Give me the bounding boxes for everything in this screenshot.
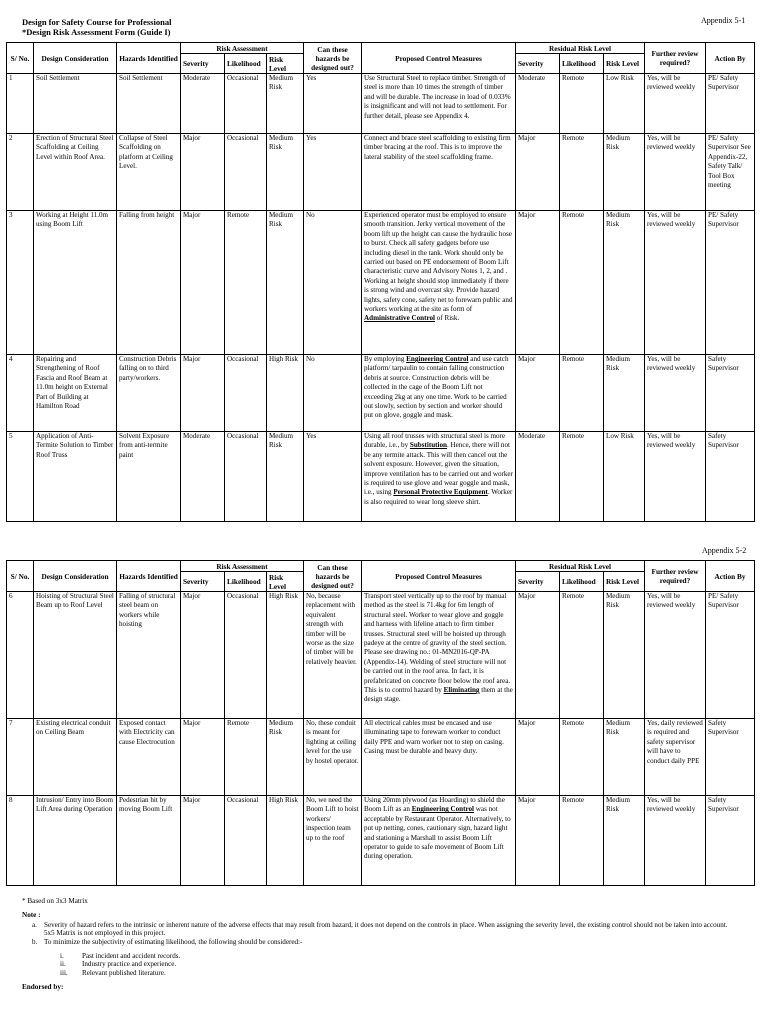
severity-cell: Major <box>181 592 225 719</box>
control-type-emphasis: Personal Protective Equipment <box>393 488 488 497</box>
design-consideration-cell: Soil Settlement <box>34 74 117 134</box>
note-item <box>32 938 732 946</box>
severity-cell: Major <box>181 211 225 355</box>
proposed-control-cell <box>362 74 516 134</box>
further-review-cell: Yes, will be reviewed weekly <box>645 432 706 522</box>
control-type-emphasis: Eliminating <box>443 686 480 695</box>
risk-table-1 <box>6 42 755 522</box>
control-type-emphasis: Engineering Control <box>411 805 475 814</box>
header-residual-risk-level: Risk Level <box>604 572 645 592</box>
control-text: Connect and brace steel scaffolding to existing firm timber bracing at the roof. This is to improve the lateral stability of the steel scaffolding frame. <box>364 134 511 161</box>
residual-likelihood-cell: Remote <box>560 211 604 355</box>
appendix-label-2: Appendix 5-2 <box>702 546 747 555</box>
proposed-control-cell <box>362 592 516 719</box>
note-item <box>32 921 732 938</box>
row-number: 3 <box>7 211 34 355</box>
subnote-marker: i. <box>60 952 64 960</box>
table-row <box>7 432 755 522</box>
header-can-design-out: Can these hazards be designed out? <box>304 43 362 74</box>
endorsed-by-label: Endorsed by: <box>22 983 64 991</box>
can-design-out-cell: No <box>304 211 362 355</box>
control-text: Using all roof trusses with structural steel is more durable, i.e., by <box>364 432 506 450</box>
control-text: . Hence, there will not be any termite attack. This will then cancel out the solvent exposure. However, given the situation, improve ventilation has to be carried out and worker is required to use glove and wear goggle and mask, i.e., using <box>364 441 513 497</box>
note-marker: a. <box>32 921 37 929</box>
likelihood-cell: Occasional <box>225 432 267 522</box>
residual-severity-cell: Moderate <box>516 432 560 522</box>
proposed-control-cell <box>362 355 516 432</box>
control-type-emphasis: Administrative Control <box>364 314 435 323</box>
row-number: 5 <box>7 432 34 522</box>
action-by-cell: PE/ Safety Supervisor <box>706 592 755 719</box>
header-risk-level: Risk Level <box>267 54 304 74</box>
header-sno: S/ No. <box>7 43 34 74</box>
design-consideration-cell: Repairing and Strengthening of Roof Fascia and Roof Beam at 11.0m height on External Part of Building at Hamilton Road <box>34 355 117 432</box>
header-hazards-identified: Hazards Identified <box>117 43 181 74</box>
design-consideration-cell: Existing electrical conduit on Ceiling Beam <box>34 719 117 796</box>
header-residual-severity: Severity <box>516 572 560 592</box>
hazard-cell: Construction Debris falling on to third party/workers. <box>117 355 181 432</box>
residual-risk-cell: Medium Risk <box>604 134 645 211</box>
header-can-design-out: Can these hazards be designed out? <box>304 561 362 592</box>
further-review-cell: Yes, will be reviewed weekly <box>645 355 706 432</box>
row-number: 8 <box>7 796 34 886</box>
control-text: and use catch platform/ tarpaulin to contain falling construction debris at source. Construction debris will be collected in the cage of the Boom Lift not exceeding 2kg at any one time. Work to be carried out slowly, section by section and worker should put on glove, goggle and mask. <box>364 355 509 420</box>
residual-severity-cell: Major <box>516 592 560 719</box>
residual-likelihood-cell: Remote <box>560 355 604 432</box>
residual-risk-cell: Medium Risk <box>604 211 645 355</box>
likelihood-cell: Occasional <box>225 796 267 886</box>
table-row <box>7 796 755 886</box>
subnotes-list <box>60 952 360 977</box>
residual-likelihood-cell: Remote <box>560 592 604 719</box>
severity-cell: Major <box>181 796 225 886</box>
likelihood-cell: Remote <box>225 211 267 355</box>
subnote-marker: iii. <box>60 968 68 977</box>
hazard-cell: Soil Settlement <box>117 74 181 134</box>
risk-level-cell: Medium Risk <box>267 211 304 355</box>
proposed-control-cell <box>362 211 516 355</box>
subnote-text: Relevant published literature. <box>82 968 166 977</box>
header-action-by: Action By <box>706 43 755 74</box>
residual-severity-cell: Major <box>516 355 560 432</box>
header-risk-level: Risk Level <box>267 572 304 592</box>
header-residual-likelihood: Likelihood <box>560 54 604 74</box>
row-number: 4 <box>7 355 34 432</box>
action-by-cell: Safety Supervisor <box>706 719 755 796</box>
header-further-review: Further review required? <box>645 43 706 74</box>
header-residual-severity: Severity <box>516 54 560 74</box>
further-review-cell: Yes, daily reviewed is required and safety supervisor will have to conduct daily PPE <box>645 719 706 796</box>
header-severity: Severity <box>181 54 225 74</box>
control-text: By employing <box>364 355 407 363</box>
hazard-cell: Pedestrian hit by moving Boom Lift <box>117 796 181 886</box>
control-text: them at the design stage. <box>364 686 513 704</box>
residual-likelihood-cell: Remote <box>560 74 604 134</box>
residual-risk-cell: Medium Risk <box>604 355 645 432</box>
risk-table-2-body <box>7 592 755 886</box>
risk-level-cell: Medium Risk <box>267 432 304 522</box>
header-proposed-control: Proposed Control Measures <box>362 561 516 592</box>
header-hazards-identified: Hazards Identified <box>117 561 181 592</box>
subnote-text: Industry practice and experience. <box>82 960 177 969</box>
residual-risk-cell: Low Risk <box>604 74 645 134</box>
subnote-item <box>60 969 360 977</box>
table-row <box>7 211 755 355</box>
subnote-item <box>60 952 360 960</box>
residual-likelihood-cell: Remote <box>560 719 604 796</box>
risk-table-2 <box>6 560 755 886</box>
proposed-control-cell <box>362 134 516 211</box>
severity-cell: Moderate <box>181 74 225 134</box>
can-design-out-cell: Yes <box>304 74 362 134</box>
hazard-cell: Collapse of Steel Scaffolding on platform at Ceiling Level. <box>117 134 181 211</box>
table-row <box>7 134 755 211</box>
header-residual-risk-level: Risk Level <box>604 54 645 74</box>
likelihood-cell: Occasional <box>225 355 267 432</box>
residual-severity-cell: Moderate <box>516 74 560 134</box>
control-text: of Risk. <box>435 314 460 323</box>
likelihood-cell: Occasional <box>225 134 267 211</box>
header-residual-likelihood: Likelihood <box>560 572 604 592</box>
control-text: All electrical cables must be encased and use illuminating tape to forewarn worker to conduct daily PPE and warn worker not to step on casing. Casing must be durable and heavy duty. <box>364 719 504 756</box>
row-number: 2 <box>7 134 34 211</box>
form-title: *Design Risk Assessment Form (Guide I) <box>22 27 171 37</box>
document-title: Design for Safety Course for Professional <box>22 17 172 27</box>
design-consideration-cell: Erection of Structural Steel Scaffolding at Ceiling Level within Roof Area. <box>34 134 117 211</box>
can-design-out-cell: Yes <box>304 134 362 211</box>
design-consideration-cell: Working at Height 11.0m using Boom Lift <box>34 211 117 355</box>
risk-level-cell: Medium Risk <box>267 134 304 211</box>
risk-level-cell: Medium Risk <box>267 719 304 796</box>
subnote-text: Past incident and accident records. <box>82 952 181 960</box>
note-text: Severity of hazard refers to the intrinsic or inherent nature of the adverse effects that may result from hazard, it does not depend on the controls in place. When assigning the severity level, the existing control should not be taken into account. 5x5 Matrix is not employed in this project. <box>44 921 728 938</box>
can-design-out-cell: No, we need the Boom Lift to hoist workers/ inspection team up to the roof <box>304 796 362 886</box>
action-by-cell: PE/ Safety Supervisor See Appendix-22, Safety Talk/ Tool Box meeting <box>706 134 755 211</box>
hazard-cell: Exposed contact with Electricity can cause Electrocution <box>117 719 181 796</box>
note-marker: b. <box>32 937 38 946</box>
header-proposed-control: Proposed Control Measures <box>362 43 516 74</box>
header-design-consideration: Design Consideration <box>34 561 117 592</box>
hazard-cell: Falling from height <box>117 211 181 355</box>
residual-severity-cell: Major <box>516 719 560 796</box>
residual-likelihood-cell: Remote <box>560 796 604 886</box>
control-text: Use Structural Steel to replace timber. Strength of steel is more than 10 times the strength of timber and will be durable. The increase in load of 0.033% is insignificant and will not lead to settlement. For further detail, please see Appendix 4. <box>364 74 511 120</box>
severity-cell: Major <box>181 719 225 796</box>
note-label: Note : <box>22 911 41 919</box>
control-text: Experienced operator must be employed to ensure smooth transition. Jerky vertical movement of the boom lift up the height can cause the hydraulic hose to burst. Check all safety gadgets before use including diesel in the tank. Work should only be carried out based on PE endorsement of Boom Lift characteristic curve and Advisory Notes 1, 2, and . Working at height should stop immediately if there is strong wind and overcast sky. Provide hazard lights, safety cone, safety net to forewarn public and workers working at the site as form of <box>364 211 513 314</box>
risk-level-cell: High Risk <box>267 355 304 432</box>
severity-cell: Major <box>181 134 225 211</box>
notes-list <box>32 921 732 946</box>
appendix-label-1: Appendix 5-1 <box>701 16 746 25</box>
control-text: Transport steel vertically up to the roof by manual method as the steel is 71.4kg for 6m length of structural steel. Worker to wear glove and goggle and harness with lifeline attach to firm timber trusses. Structural steel will be hoisted up through padeye at the centre of gravity of the steel section. Please see drawing no.: 01-MN2016-QP-PA (Appendix-14). Welding of steel structure will not be carried out in the roof area. In fact, it is prefabricated on concrete floor below the roof area. This is to control hazard by <box>364 592 511 695</box>
header-likelihood: Likelihood <box>225 572 267 592</box>
further-review-cell: Yes, will be reviewed weekly <box>645 74 706 134</box>
header-design-consideration: Design Consideration <box>34 43 117 74</box>
residual-severity-cell: Major <box>516 134 560 211</box>
residual-risk-cell: Medium Risk <box>604 796 645 886</box>
severity-cell: Moderate <box>181 432 225 522</box>
header-further-review: Further review required? <box>645 561 706 592</box>
table-row <box>7 355 755 432</box>
further-review-cell: Yes, will be reviewed weekly <box>645 592 706 719</box>
proposed-control-cell <box>362 719 516 796</box>
header-risk-assessment: Risk Assessment <box>181 43 304 54</box>
further-review-cell: Yes, will be reviewed weekly <box>645 211 706 355</box>
subnote-item <box>60 960 360 968</box>
row-number: 1 <box>7 74 34 134</box>
control-text: Using 20mm plywood (as Hoarding) to shield the Boom Lift as an <box>364 796 505 814</box>
further-review-cell: Yes, will be reviewed weekly <box>645 796 706 886</box>
matrix-footnote: * Based on 3x3 Matrix <box>22 897 88 905</box>
hazard-cell: Solvent Exposure from anti-termite paint <box>117 432 181 522</box>
design-consideration-cell: Hoisting of Structural Steel Beam up to Roof Level <box>34 592 117 719</box>
header-likelihood: Likelihood <box>225 54 267 74</box>
residual-likelihood-cell: Remote <box>560 134 604 211</box>
residual-risk-cell: Low Risk <box>604 432 645 522</box>
proposed-control-cell <box>362 796 516 886</box>
header-residual-risk: Residual Risk Level <box>516 561 645 572</box>
header-risk-assessment: Risk Assessment <box>181 561 304 572</box>
risk-level-cell: High Risk <box>267 796 304 886</box>
action-by-cell: Safety Supervisor <box>706 796 755 886</box>
residual-risk-cell: Medium Risk <box>604 719 645 796</box>
row-number: 6 <box>7 592 34 719</box>
action-by-cell: Safety Supervisor <box>706 432 755 522</box>
table-row <box>7 74 755 134</box>
design-consideration-cell: Application of Anti-Termite Solution to Timber Roof Truss <box>34 432 117 522</box>
proposed-control-cell <box>362 432 516 522</box>
subnote-marker: ii. <box>60 960 66 969</box>
control-type-emphasis: Engineering Control <box>406 355 469 363</box>
header-action-by: Action By <box>706 561 755 592</box>
action-by-cell: Safety Supervisor <box>706 355 755 432</box>
table-row <box>7 592 755 719</box>
likelihood-cell: Remote <box>225 719 267 796</box>
can-design-out-cell: Yes <box>304 432 362 522</box>
table-row <box>7 719 755 796</box>
header-sno: S/ No. <box>7 561 34 592</box>
control-text: was not acceptable by Restaurant Operator. Alternatively, to put up netting, cones, cautionary sign, hazard light and stationing a Marshall to assist Boom Lift operator to guide to safe movement of Boom Lift during operation. <box>364 805 511 861</box>
residual-risk-cell: Medium Risk <box>604 592 645 719</box>
risk-table-1-body <box>7 74 755 522</box>
control-text: . Worker is also required to wear long sleeve shirt. <box>364 488 513 506</box>
further-review-cell: Yes, will be reviewed weekly <box>645 134 706 211</box>
risk-level-cell: High Risk <box>267 592 304 719</box>
control-type-emphasis: Substitution <box>409 441 447 450</box>
action-by-cell: PE/ Safety Supervisor <box>706 74 755 134</box>
design-consideration-cell: Intrusion/ Entry into Boom Lift Area during Operation <box>34 796 117 886</box>
note-text: To minimize the subjectivity of estimating likelihood, the following should be considered:- <box>44 937 303 946</box>
residual-severity-cell: Major <box>516 211 560 355</box>
row-number: 7 <box>7 719 34 796</box>
action-by-cell: PE/ Safety Supervisor <box>706 211 755 355</box>
can-design-out-cell: No <box>304 355 362 432</box>
header-residual-risk: Residual Risk Level <box>516 43 645 54</box>
hazard-cell: Falling of structural steel beam on workers while hoisting <box>117 592 181 719</box>
can-design-out-cell: No, because replacement with equivalent strength with timber will be worse as the size of timber will be relatively heavier. <box>304 592 362 719</box>
likelihood-cell: Occasional <box>225 592 267 719</box>
likelihood-cell: Occasional <box>225 74 267 134</box>
severity-cell: Major <box>181 355 225 432</box>
residual-severity-cell: Major <box>516 796 560 886</box>
header-severity: Severity <box>181 572 225 592</box>
can-design-out-cell: No, these conduit is meant for lighting at ceiling level for the use by hostel operator. <box>304 719 362 796</box>
risk-level-cell: Medium Risk <box>267 74 304 134</box>
residual-likelihood-cell: Remote <box>560 432 604 522</box>
